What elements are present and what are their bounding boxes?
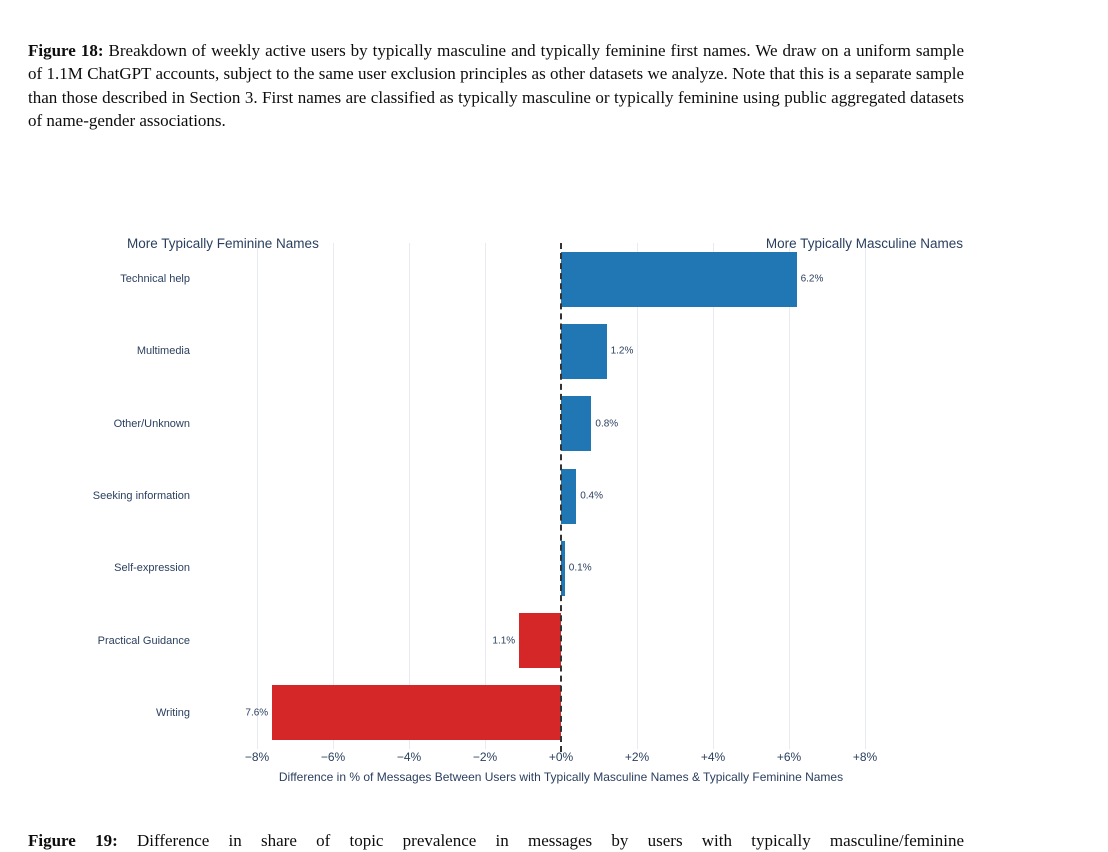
gridline--8 bbox=[257, 243, 258, 749]
bar-value-label-practical-guidance: 1.1% bbox=[492, 635, 516, 647]
bar-writing bbox=[272, 685, 561, 740]
x-tick-label: +2% bbox=[624, 750, 650, 764]
category-label-writing: Writing bbox=[155, 706, 190, 719]
x-tick-label: −8% bbox=[244, 750, 270, 764]
category-label-self-expression: Self-expression bbox=[114, 562, 190, 575]
gridline--6 bbox=[333, 243, 334, 749]
x-tick-label: +0% bbox=[548, 750, 574, 764]
x-tick-label: −2% bbox=[472, 750, 498, 764]
figure-19-label: Figure 19: bbox=[28, 831, 118, 850]
x-tick-label: +8% bbox=[852, 750, 878, 764]
category-label-multimedia: Multimedia bbox=[136, 345, 190, 358]
bar-value-label-multimedia: 1.2% bbox=[610, 345, 634, 357]
right-annotation: More Typically Masculine Names bbox=[765, 236, 963, 251]
x-tick-label: +6% bbox=[776, 750, 802, 764]
x-tick-label: −6% bbox=[320, 750, 346, 764]
category-label-practical-guidance: Practical Guidance bbox=[97, 634, 190, 647]
gridline-8 bbox=[865, 243, 866, 749]
x-tick-label: +4% bbox=[700, 750, 726, 764]
zero-baseline-dashed bbox=[560, 243, 562, 752]
x-axis-title: Difference in % of Messages Between Users with Typically Masculine Names & Typically Feminine Names bbox=[278, 770, 844, 784]
figure-19-text: Difference in share of topic prevalence in messages by users with typically masculine/feminine bbox=[136, 831, 965, 850]
category-label-seeking-information: Seeking information bbox=[92, 490, 190, 502]
left-annotation: More Typically Feminine Names bbox=[127, 236, 319, 251]
bar-value-label-technical-help: 6.2% bbox=[800, 273, 824, 285]
bar-value-label-self-expression: 0.1% bbox=[568, 562, 592, 574]
category-label-technical-help: Technical help bbox=[120, 273, 190, 286]
figure-18-text: Breakdown of weekly active users by typically masculine and typically feminine first names. We draw on a uniform sample of 1.1M ChatGPT accounts, subject to the same user exclusion principles as other datasets we analyze. Note that this is a separate sample than those described in Section 3. First names are classified as typically masculine or typically feminine using public aggregated datasets of name-gender associations. bbox=[28, 41, 965, 131]
gridline--4 bbox=[409, 243, 410, 749]
gridline-6 bbox=[789, 243, 790, 749]
category-label-other-unknown: Other/Unknown bbox=[113, 417, 190, 430]
gridline--2 bbox=[485, 243, 486, 749]
bar-multimedia bbox=[561, 324, 607, 379]
bar-other-unknown bbox=[561, 396, 591, 451]
bar-practical-guidance bbox=[519, 613, 561, 668]
bar-value-label-writing: 7.6% bbox=[245, 707, 269, 719]
gridline-2 bbox=[637, 243, 638, 749]
figure-19-caption bbox=[28, 829, 964, 852]
bar-value-label-other-unknown: 0.8% bbox=[595, 418, 619, 430]
figure-18-label: Figure 18: bbox=[28, 41, 104, 60]
x-tick-label: −4% bbox=[396, 750, 422, 764]
bar-technical-help bbox=[561, 252, 797, 307]
bar-value-label-seeking-information: 0.4% bbox=[580, 490, 603, 502]
gridline-4 bbox=[713, 243, 714, 749]
bar-seeking-information bbox=[561, 469, 576, 524]
